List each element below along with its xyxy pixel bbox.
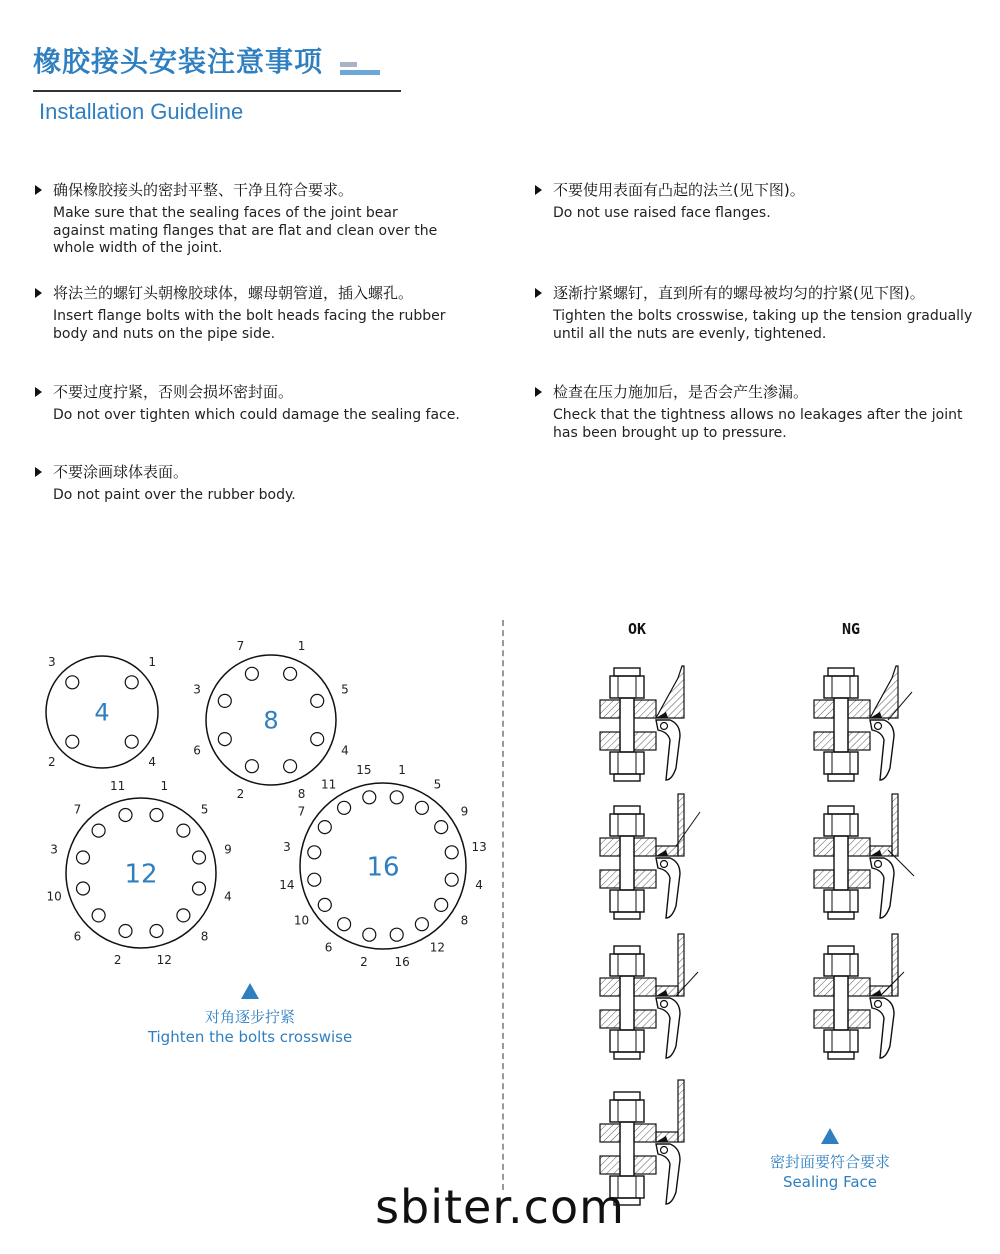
bolt-label: 9 — [460, 804, 469, 819]
guideline-cn: 不要过度拧紧，否则会损坏密封面。 — [53, 383, 294, 401]
bolt-label: 3 — [283, 839, 291, 854]
bolt-label: 4 — [341, 743, 349, 758]
bolt-label: 1 — [297, 639, 306, 654]
bolt-label: 5 — [341, 682, 349, 697]
guideline-en: Do not paint over the rubber body. — [53, 487, 296, 503]
guideline-cn: 确保橡胶接头的密封平整、干净且符合要求。 — [53, 181, 354, 199]
bolt-label: 2 — [236, 786, 245, 801]
bolt-label: 13 — [471, 839, 487, 854]
guideline-cn: 将法兰的螺钉头朝橡胶球体，螺母朝管道，插入螺孔。 — [53, 284, 414, 302]
bolt-count-label: 12 — [124, 859, 158, 890]
bolt-label: 3 — [193, 682, 201, 697]
bolt-label: 15 — [356, 762, 372, 777]
bolt-label: 12 — [429, 940, 446, 955]
crosswise-caption-en: Tighten the bolts crosswise — [147, 1028, 353, 1046]
guideline-cn: 检查在压力施加后，是否会产生渗漏。 — [553, 383, 809, 401]
bolt-label: 8 — [200, 929, 209, 944]
guideline-en: Do not use raised face flanges. — [553, 205, 771, 221]
crosswise-caption-cn: 对角逐步拧紧 — [204, 1008, 295, 1026]
guideline-en: Check that the tightness allows no leakages after the joint has been brought up to pressure. — [553, 407, 963, 441]
bolt-label: 1 — [148, 654, 157, 669]
bolt-label: 4 — [475, 878, 483, 893]
bolt-label: 6 — [324, 940, 333, 955]
bolt-label: 11 — [110, 779, 126, 794]
bolt-label: 2 — [360, 955, 368, 970]
bolt-label: 7 — [297, 804, 306, 819]
bolt-label: 10 — [46, 889, 62, 904]
bolt-label: 6 — [193, 743, 201, 758]
bolt-label: 6 — [73, 929, 82, 944]
flange-cross-section — [600, 666, 684, 781]
bolt-label: 9 — [224, 842, 232, 857]
flange-cross-section — [600, 934, 684, 1059]
bolt-count-label: 4 — [94, 698, 110, 727]
bolt-label: 16 — [394, 955, 410, 970]
guideline-en: Tighten the bolts crosswise, taking up the tension gradually until all the nuts are evenly, tightened. — [553, 308, 973, 342]
bolt-label: 3 — [47, 654, 56, 669]
bolt-count-label: 8 — [263, 706, 279, 735]
bolt-label: 8 — [460, 913, 469, 928]
bolt-label: 3 — [50, 842, 58, 857]
ng-heading: NG — [841, 620, 861, 638]
bolt-label: 2 — [47, 755, 56, 770]
bolt-label: 1 — [398, 762, 406, 777]
footer-site: sbiter.com — [375, 1180, 625, 1234]
bolt-label: 12 — [156, 952, 172, 967]
page-subtitle: Installation Guideline — [39, 99, 244, 124]
guideline-en: Do not over tighten which could damage the sealing face. — [53, 407, 460, 423]
triangle-up-icon — [821, 1128, 839, 1144]
bolt-label: 5 — [433, 777, 442, 792]
bolt-label: 14 — [279, 878, 295, 893]
bolt-label: 1 — [160, 779, 169, 794]
bolt-label: 10 — [293, 913, 310, 928]
sealing-caption-cn: 密封面要符合要求 — [769, 1153, 890, 1171]
guideline-en: Insert flange bolts with the bolt heads facing the rubber body and nuts on the pipe side. — [53, 308, 446, 342]
flange-cross-section — [814, 794, 898, 919]
guideline-cn: 逐渐拧紧螺钉，直到所有的螺母被均匀的拧紧(见下图)。 — [553, 284, 925, 302]
flange-cross-section — [814, 934, 898, 1059]
bolt-label: 2 — [113, 952, 122, 967]
flange-cross-section — [814, 666, 898, 781]
bolt-label: 7 — [236, 639, 245, 654]
ok-heading: OK — [627, 620, 647, 638]
flange-cross-section — [600, 794, 684, 919]
guideline-cn: 不要涂画球体表面。 — [53, 463, 189, 481]
guideline-en: Make sure that the sealing faces of the joint bear against mating flanges that are flat and clean over the whole width of the joint. — [53, 205, 438, 256]
sealing-caption-en: Sealing Face — [783, 1173, 877, 1191]
bolt-label: 11 — [320, 777, 337, 792]
bolt-label: 7 — [73, 802, 82, 817]
guideline-cn: 不要使用表面有凸起的法兰(见下图)。 — [553, 181, 805, 199]
bolt-label: 4 — [148, 755, 157, 770]
bolt-count-label: 16 — [366, 852, 400, 883]
bolt-label: 8 — [297, 786, 306, 801]
page-title: 橡胶接头安装注意事项 — [33, 45, 324, 78]
bolt-label: 5 — [200, 802, 209, 817]
bolt-label: 4 — [224, 889, 232, 904]
